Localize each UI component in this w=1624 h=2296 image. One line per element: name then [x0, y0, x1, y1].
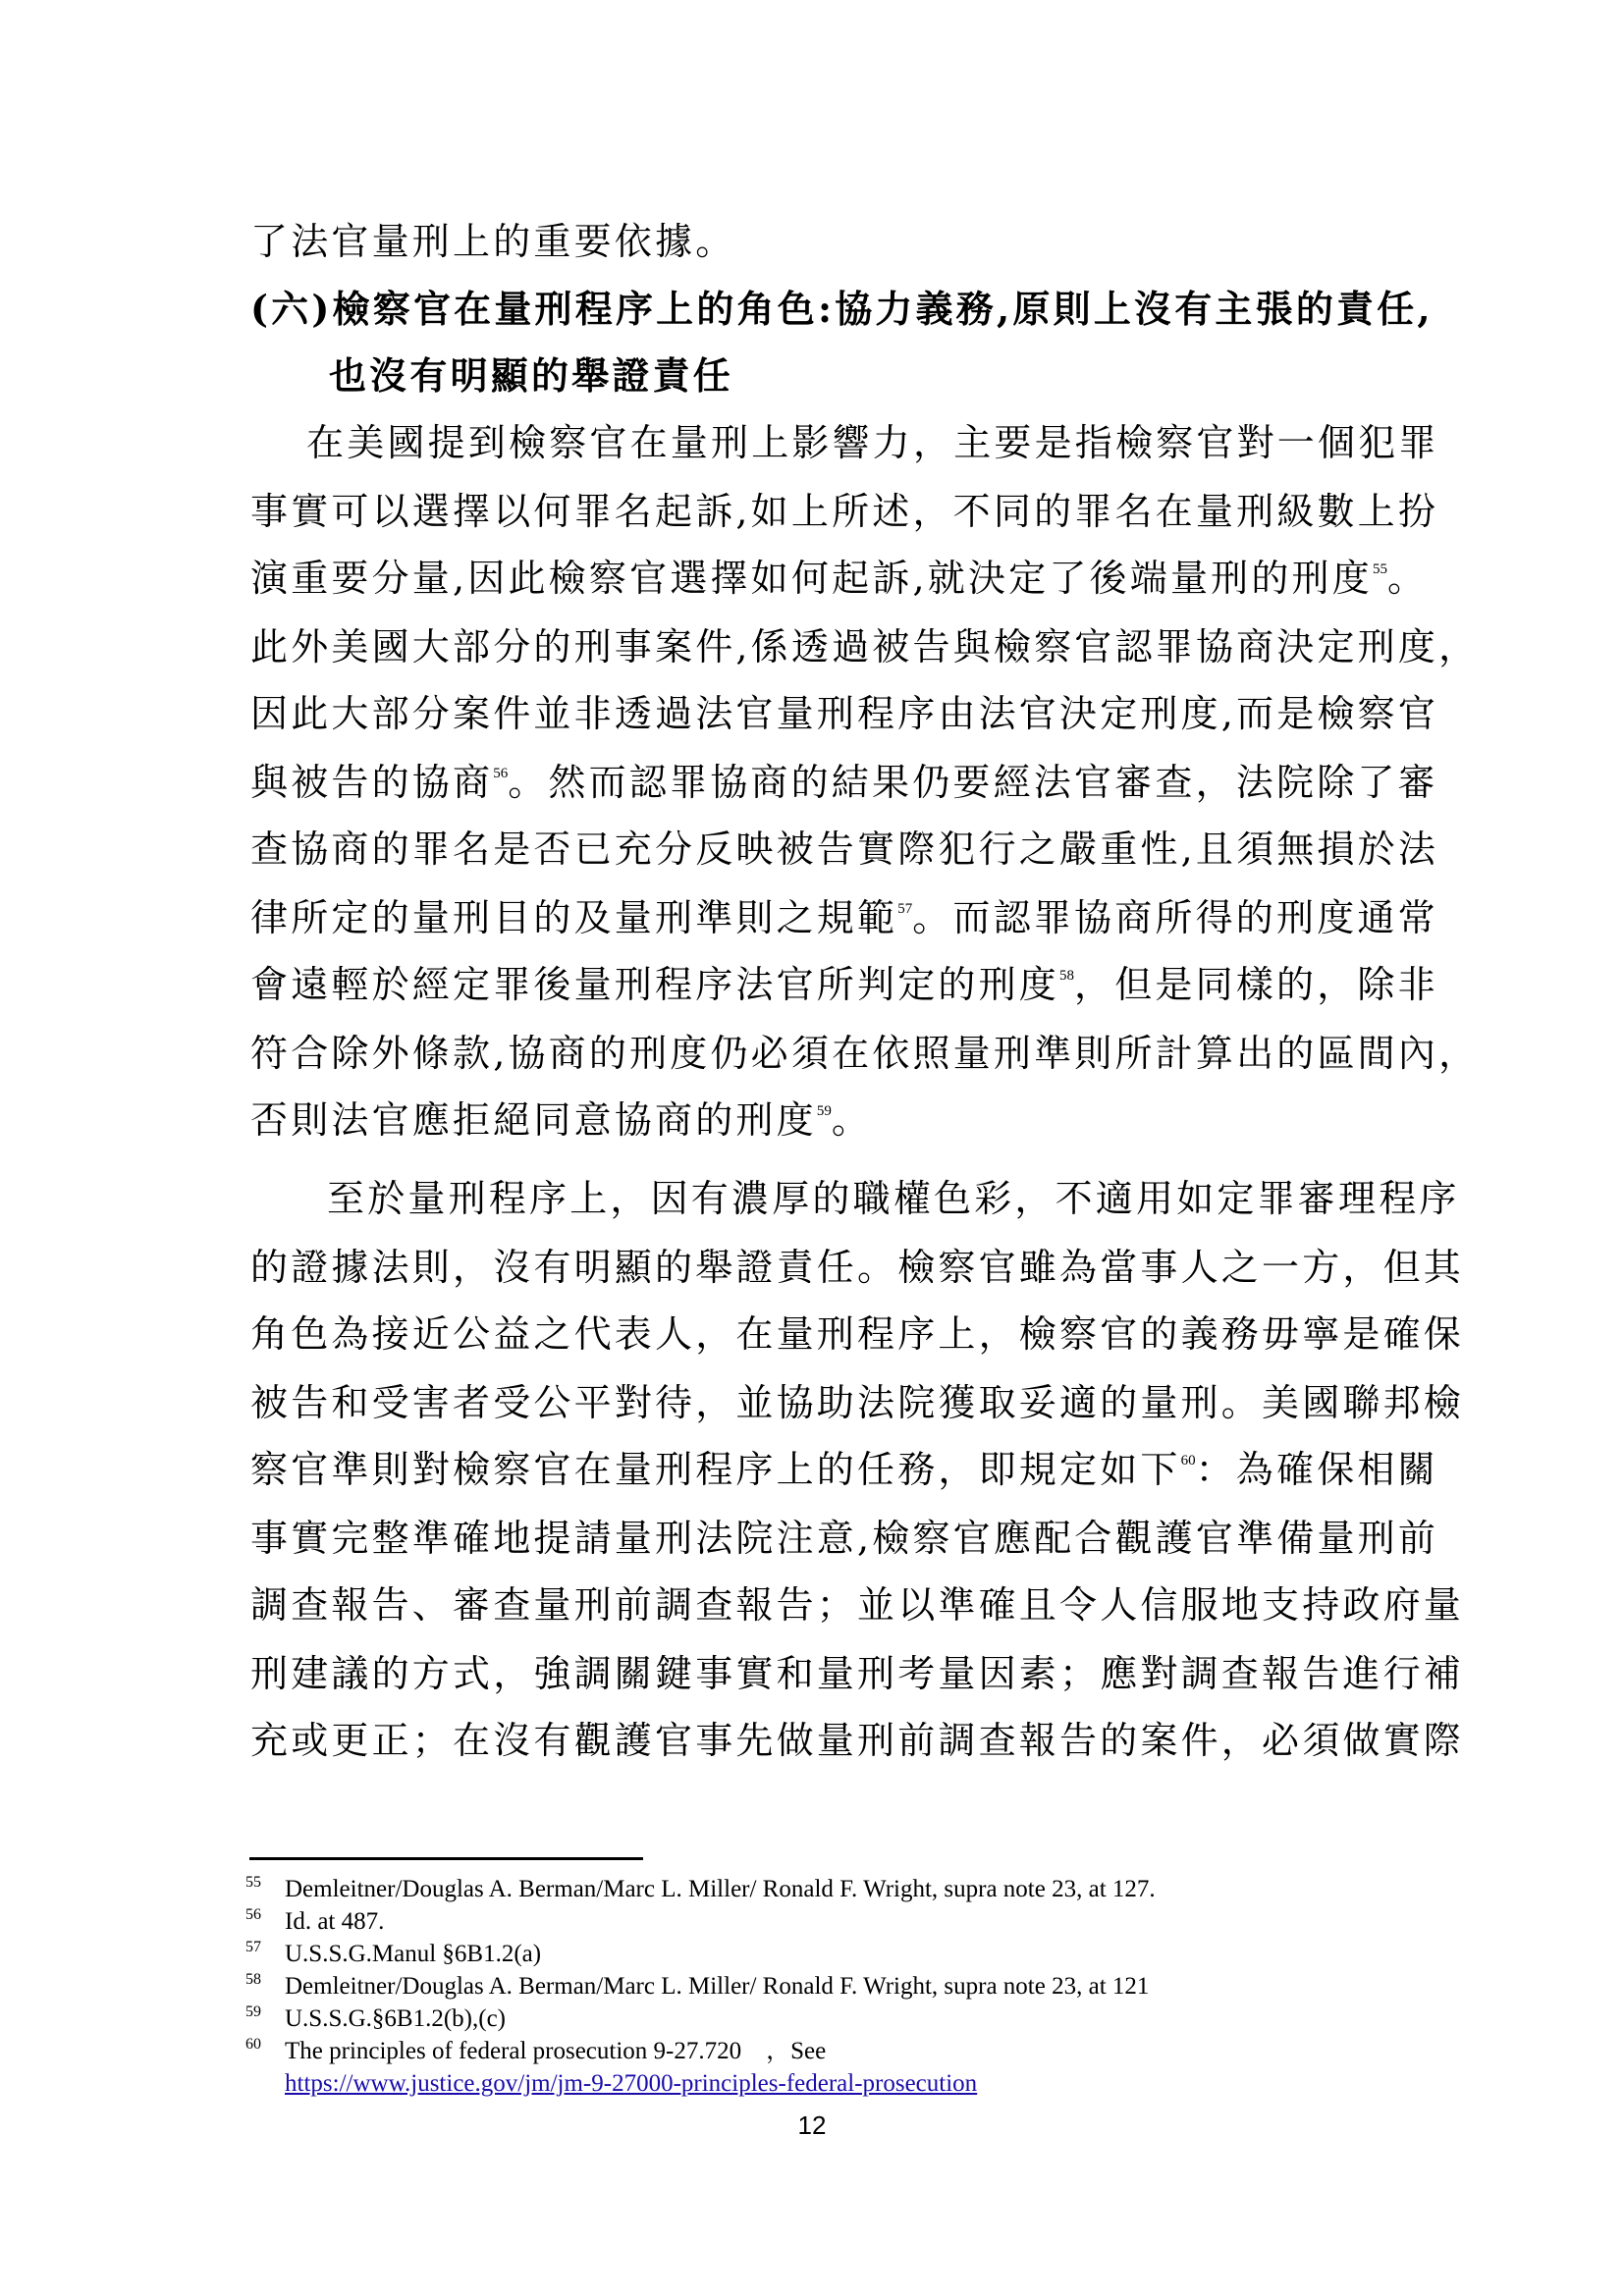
body-text: 與被告的協商	[250, 761, 494, 804]
footnote-text: Id. at 487.	[285, 1908, 385, 1935]
body-line: 角色為接近公益之代表人，在量刑程序上，檢察官的義務毋寧是確保	[250, 1312, 1465, 1356]
footnote-ref-59[interactable]: 59	[816, 1103, 832, 1119]
footnote-ref-57[interactable]: 57	[897, 901, 913, 917]
body-line	[250, 758, 1438, 807]
body-text: 。而認罪協商所得的刑度通常	[912, 896, 1438, 939]
body-line: 此外美國大部分的刑事案件,係透過被告與檢察官認罪協商決定刑度，	[250, 625, 1480, 668]
footnote-ref-56[interactable]: 56	[493, 766, 509, 781]
body-text: 會遠輕於經定罪後量刑程序法官所判定的刑度	[250, 963, 1060, 1006]
footnote-56: 56 Id. at 487.	[245, 1906, 385, 1935]
body-line	[250, 893, 1438, 942]
body-line: 在美國提到檢察官在量刑上影響力，主要是指檢察官對一個犯罪	[306, 421, 1439, 464]
body-line: 的證據法則，沒有明顯的舉證責任。檢察官雖為當事人之一方，但其	[250, 1246, 1465, 1289]
body-line	[250, 1445, 1438, 1494]
footnote-59: 59 U.S.S.G.§6B1.2(b),(c)	[245, 2003, 506, 2032]
section-heading-cont: 也沒有明顯的舉證責任	[329, 353, 734, 398]
body-line: 調查報告、審查量刑前調查報告；並以準確且令人信服地支持政府量	[250, 1583, 1465, 1627]
body-line: 刑建議的方式，強調關鍵事實和量刑考量因素；應對調查報告進行補	[250, 1652, 1465, 1695]
footnote-58: 58 Demleitner/Douglas A. Berman/Marc L. Miller/ Ronald F. Wright, supra note 23, at 121	[245, 1971, 1150, 2000]
body-text: 律所定的量刑目的及量刑準則之規範	[250, 896, 898, 939]
footnote-57: 57 U.S.S.G.Manul §6B1.2(a)	[245, 1939, 542, 1967]
page-number: 12	[797, 2110, 827, 2140]
body-line: 至於量刑程序上，因有濃厚的職權色彩，不適用如定罪審理程序	[327, 1177, 1460, 1220]
footnote-60: 60 The principles of federal prosecution 9-27.720 ，See	[245, 2036, 827, 2064]
body-text: 否則法官應拒絕同意協商的刑度	[250, 1098, 817, 1142]
footnote-text: U.S.S.G.Manul §6B1.2(a)	[285, 1941, 542, 1967]
body-line	[250, 554, 1428, 603]
footnote-separator	[249, 1857, 643, 1860]
body-text: ，但是同樣的，除非	[1074, 963, 1438, 1006]
body-line: 被告和受害者受公平對待，並協助法院獲取妥適的量刑。美國聯邦檢	[250, 1381, 1465, 1424]
body-text: 。	[831, 1098, 873, 1142]
body-line: 查協商的罪名是否已充分反映被告實際犯行之嚴重性,且須無損於法	[250, 828, 1439, 871]
body-line: 事實完整準確地提請量刑法院注意,檢察官應配合觀護官準備量刑前	[250, 1517, 1439, 1560]
body-text: ：為確保相關	[1195, 1448, 1438, 1491]
body-line: 因此大部分案件並非透過法官量刑程序由法官決定刑度,而是檢察官	[250, 692, 1439, 735]
body-line: 充或更正；在沒有觀護官事先做量刑前調查報告的案件，必須做實際	[250, 1719, 1465, 1762]
footnote-text: U.S.S.G.§6B1.2(b),(c)	[285, 2005, 506, 2032]
footnote-ref-60[interactable]: 60	[1180, 1453, 1196, 1468]
body-line	[250, 1095, 872, 1145]
footnote-ref-55[interactable]: 55	[1372, 561, 1387, 577]
body-line	[250, 960, 1438, 1009]
footnote-url-link[interactable]: https://www.justice.gov/jm/jm-9-27000-principles-federal-prosecution	[285, 2070, 978, 2097]
footnote-55: 55 Demleitner/Douglas A. Berman/Marc L. Miller/ Ronald F. Wright, supra note 23, at 127.	[245, 1874, 1156, 1902]
body-text: 。	[1386, 557, 1429, 600]
footnote-text: Demleitner/Douglas A. Berman/Marc L. Miller/ Ronald F. Wright, supra note 23, at 127.	[285, 1876, 1156, 1902]
body-line: 了法官量刑上的重要依據。	[250, 220, 736, 263]
body-line: 事實可以選擇以何罪名起訴,如上所述，不同的罪名在量刑級數上扮	[250, 490, 1439, 533]
body-text: 演重要分量,因此檢察官選擇如何起訴,就決定了後端量刑的刑度	[250, 557, 1373, 600]
body-text: 。然而認罪協商的結果仍要經法官審查，法院除了審	[508, 761, 1438, 804]
footnote-text: Demleitner/Douglas A. Berman/Marc L. Miller/ Ronald F. Wright, supra note 23, at 121	[285, 1973, 1150, 2000]
section-heading: (六)檢察官在量刑程序上的角色:協力義務,原則上沒有主張的責任,	[250, 287, 1434, 331]
body-text: 察官準則對檢察官在量刑程序上的任務，即規定如下	[250, 1448, 1181, 1491]
footnote-ref-58[interactable]: 58	[1059, 968, 1075, 984]
body-line: 符合除外條款,協商的刑度仍必須在依照量刑準則所計算出的區間內，	[250, 1032, 1480, 1075]
footnote-text: The principles of federal prosecution 9-27.720 ，See	[285, 2038, 827, 2064]
